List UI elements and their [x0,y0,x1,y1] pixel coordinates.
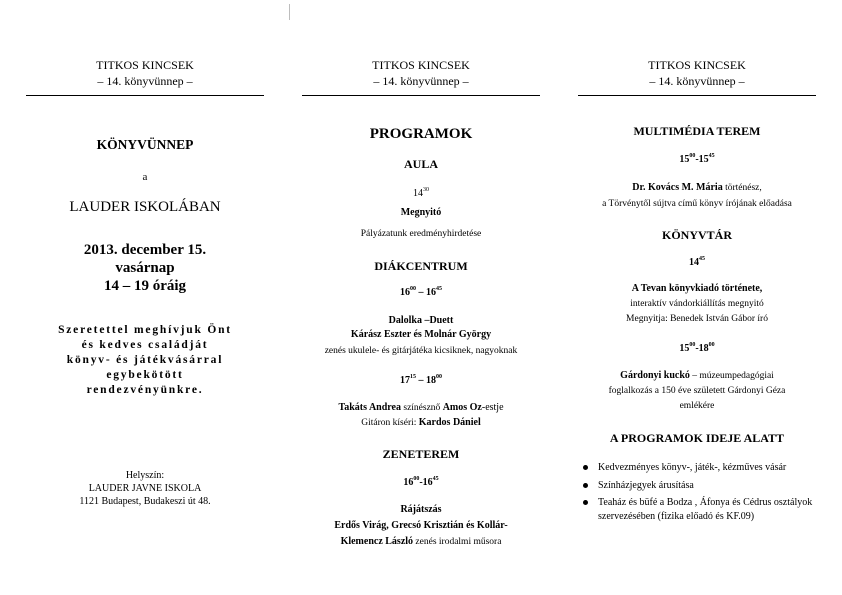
invitation-text [26,323,264,398]
list-item: Kedvezményes könyv-, játék-, kézműves vásár [578,461,816,475]
section-konyvtar: KÖNYVTÁR [661,228,732,242]
event-weekday: vasárnap [115,260,175,276]
diak-event-1-title: Dalolka –Duett [388,315,454,326]
bullet-icon [583,465,588,470]
bullet-icon [583,500,588,505]
header-title: TITKOS KINCSEK [648,58,746,72]
header-subtitle: – 14. könyvünnep – [649,74,745,88]
konyvtar-event-1-title: A Tevan könyvkiadó története, [631,283,763,294]
venue-label: Helyszín: [125,470,165,481]
section-diakcentrum: DIÁKCENTRUM [374,259,468,273]
section-zeneterem: ZENETEREM [382,447,460,461]
invitation-line: könyv- és játékvásárral [66,354,224,366]
header-rule [26,95,264,96]
multimedia-desc: a Törvénytől sújtva című könyv írójának előadása [602,199,792,209]
invitation-line: és kedves családját [81,339,209,351]
fold-mark [289,4,290,20]
section-aula: AULA [403,157,438,171]
diak-event-1-desc: zenés ukulele- és gitárjátéka kicsiknek, nagyoknak [324,346,518,356]
school-name: LAUDER ISKOLÁBAN [69,199,221,215]
during-programs-list [578,461,816,527]
event-date: 2013. december 15. [83,242,207,258]
programs-heading: PROGRAMOK [369,126,473,142]
konyvtar-event-2-desc: foglalkozás a 150 éve született Gárdonyi Géza [608,386,786,396]
konyvtar-event-1-desc: interaktív vándorkiállítás megnyitó [630,299,764,309]
konyvtar-time-2: $15^{00}-18^{00}$ [679,342,715,354]
invitation-conjunction: a [142,171,148,183]
list-item: Színházjegyek árusítása [578,479,816,493]
invitation-line: egybekötött [106,369,184,381]
multimedia-time: $15^{00}-15^{45}$ [679,153,715,165]
list-item: Teaház és büfé a Bodza , Áfonya és Cédrus osztályok szervezésében (fizika előadó és KF.09) [578,496,816,523]
header-rule [578,95,816,96]
header-title: TITKOS KINCSEK [96,58,194,72]
header-rule [302,95,540,96]
invitation-line: Szeretettel meghívjuk Önt [58,324,232,336]
panel-header [26,57,264,89]
zene-event: Rájátszás [400,504,442,515]
konyvtar-event-2-title: Gárdonyi kuckó – múzeumpedagógiai [620,370,774,381]
invitation-line: rendezvényünkre. [86,384,204,396]
header-subtitle: – 14. könyvünnep – [373,74,469,88]
multimedia-speaker: Dr. Kovács M. Mária történész, [632,182,762,193]
venue-name: LAUDER JAVNE ISKOLA [88,483,202,494]
aula-desc: Pályázatunk eredményhirdetése [360,229,482,239]
konyvtar-event-1-opener: Megnyitja: Benedek István Gábor író [626,314,768,324]
section-during-programs: A PROGRAMOK IDEJE ALATT [609,431,785,445]
diak-event-2: Takáts Andrea színésznő Amos Oz-estje [338,402,504,413]
venue-address: 1121 Budapest, Budakeszi út 48. [79,496,211,507]
diak-event-2-guitar: Gitáron kíséri: Kardos Dániel [361,417,481,428]
konyvtar-event-2-desc-end: emlékére [679,401,715,411]
diak-time-1: $16^{00} - 16^{45}$ [400,286,442,298]
zene-time: $16^{00}-16^{45}$ [403,476,439,488]
section-multimedia: MULTIMÉDIA TEREM [633,124,761,138]
panel-header [578,57,816,89]
aula-time: $14^{30}$ [413,187,429,199]
panel-header [302,57,540,89]
zene-people-desc: Klemencz László zenés irodalmi műsora [340,536,502,547]
event-hours: 14 – 19 óráig [103,278,187,294]
bullet-icon [583,483,588,488]
konyvtar-time-1: $14^{45}$ [689,256,705,268]
invitation-heading: KÖNYVÜNNEP [96,137,194,152]
diak-time-2: $17^{15} - 18^{00}$ [400,374,442,386]
header-title: TITKOS KINCSEK [372,58,470,72]
diak-event-1-people: Kárász Eszter és Molnár György [350,329,492,340]
zene-people: Erdős Virág, Grecsó Krisztián és Kollár- [334,520,508,531]
aula-event: Megnyitó [400,207,442,218]
header-subtitle: – 14. könyvünnep – [97,74,193,88]
